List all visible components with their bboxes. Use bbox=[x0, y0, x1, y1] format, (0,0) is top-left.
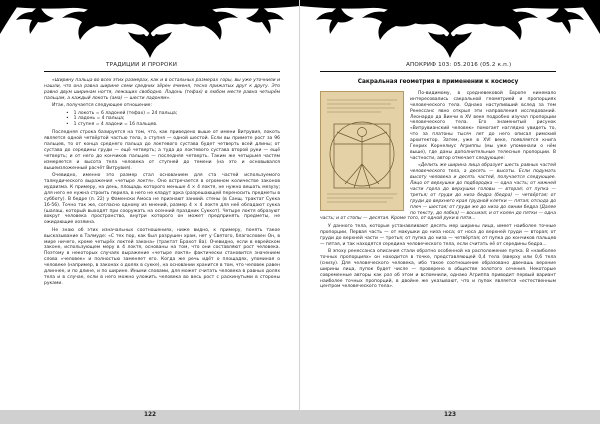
ornament-left-page-icon bbox=[0, 0, 300, 62]
list-item: • 1 локоть = 6 ладоней (тефах) = 24 пальца; bbox=[74, 111, 280, 117]
vitruvian-man-icon bbox=[321, 92, 403, 210]
section-title: Сакральная геометрия в применении к космосу bbox=[357, 79, 519, 85]
proportion-list bbox=[44, 111, 280, 129]
left-folio-bar bbox=[0, 410, 300, 424]
right-page bbox=[300, 0, 600, 424]
right-folio-bar bbox=[300, 410, 600, 424]
right-paragraph: У данного тела, которые устанавливают десять мер ширины лица, имеет наиболее точные пропорции. Первая часть — от макушки до низа носа; от носа до верхней груди — вторая; от груди до верхней части — третья; от пупка до низа — четвёртая; от пупка до кончиков пальцев — пятая, и так находятся середина человеческого тела, если считать её от середины бедра... bbox=[320, 223, 556, 247]
right-paragraph-quote: «Делить же ширина лица образует шесть равных частей человеческого тела, а десять — высоты. Если подумать высоту человека и десять частей, получается следующее. Лицо от верхушки до подбородка — одна часть; от нижней части горла до верхушки головы — вторая; от пупка — третья; от груди до низа бедра (бедра) — четвёртая; от груди до верхнего края грудной клетки — пятая; отсюда до плеч — шестая; от груди же до низа до линии бедра (Далее по тексту, до лобка) — восьмая; и от колен до пятки — одна часть; и от стопы — десятая. Кроме того, от одной руки в пяти... bbox=[320, 163, 556, 222]
left-header-rule bbox=[44, 71, 280, 72]
left-running-title: ТРАДИЦИИ И ПРОРОКИ bbox=[106, 62, 178, 68]
left-paragraph: Последняя строка базируется на том, что, как приведено выше от имени Витрувия, локоть является одной четвёртой частью тела, а ступня — одной шестой. Если вы примете рост за 96 пальцев, то от конца среднего пальца до локтевого сустава будет четверть всей длины; от сустава до середины груди — ещё четверть; а туда до локтевого сустава второй руки — ещё четверть; и от него до кончиков пальцев — последняя четверть. Таким же четырьмя частям измеряется и высота тела человека от ступней до темени (на это и основывался вышеизложенный расчёт Витрувия). bbox=[44, 130, 280, 171]
left-page-header bbox=[0, 62, 300, 74]
right-paragraph: В эпоху ренессанса описания стали обратно особенной на расположение пупка. В «наиболее точных пропорциях» он находится в точке, представляющей 0,4 тела (вверху или 0,6 тела (снизу). Для человеческого человека, ибо такое соотношение образовано двенашь верхние ширины лица, пупок будет числе — проверено в обществе золотого сечения. Некоторые современные авторы как раз об этом и вспомнили, однако Агриппа приводит первый вариант наиболее точных пропорций, в двойне же указывают, что и пупок является «естественным центром человеческого тела». bbox=[320, 248, 556, 290]
vitruvian-man-figure bbox=[320, 91, 404, 211]
left-paragraph-quote: «Ширину пальца во всех этих размерах, как и в остальных размерах Торы, вы уже уточнили и нашли, что она равна ширине семи средних зёрен ячменя, тесно прижатых друг к другу. Это равно двум ширинам ногтя, лежащих свободно. Ладонь (тефах) в любом месте равна четырём пальцам, а каждый локоть (ама) — шести ладоням». bbox=[44, 78, 280, 101]
right-page-header bbox=[300, 62, 600, 74]
right-page-number: 123 bbox=[443, 412, 457, 418]
list-item: • 1 ладонь = 4 пальца; bbox=[74, 116, 280, 122]
left-paragraph: Не знаю об этих изначальных соотношениях, ниже видно, к примеру, понять такое высказывание в Талмуде: «С тех пор, как был разрушен храм, нет у Святого, благословен Он, в мире ничего, кроме четырёх локтей закона» (трактат Брахот 8а). Очевидно, если в еврейском законе, использующем меру в 4 локтя, основаны на том, что они составляют рост человека. Поэтому в некоторых случаях выражение «четыре локтя» фактически становится значением слова «человек» и полностью заменяет его. Когда же речь идёт о площадях, упоминая о человеке (например, в законах о долях в сукке), на основании хранится в том, что человек равен длиннее, и по длине, и по ширине. Иными словами, для может считать человека в равных долях тела и в случае, если в него можно уложить человека во весь рост с раскинутыми в стороны руками. bbox=[44, 227, 280, 286]
left-page-number: 122 bbox=[143, 412, 157, 418]
right-page-body bbox=[320, 78, 556, 402]
right-header-rule bbox=[320, 71, 556, 72]
left-paragraph: Итак, получается следующее отношение: bbox=[52, 103, 152, 109]
right-paragraph: По-видимому, в средневековой Европе нинемало интересовались сакральной геометрией и пропорциях человеческого тела. Однако наступивший вслед за тем Ренессанс явно открыл эти направления исследований. Леонардо да Винчи в XV веке подробно изучал пропорции человеческого тела. Его знаменитый рисунок «Витрувианский человек» помогает наглядно увидеть то, что за платоны тысяч лет до него описал римский архитектор. Затем, уже в XVI веке, появляется книга Генрих Корнелиус Агриппы (мы уже упоминали о нём выше), где даны дополнительные телесные пропорции. В частности, автор отмечает следующее: bbox=[410, 90, 556, 161]
list-item: • 1 ступня = 4 ладони = 16 пальцев. bbox=[74, 122, 280, 128]
left-paragraph: Очевидно, именно это размер стал основанием для ста частей используемого талмудического выражения «четыре локтя». Оно встречается в огромном количестве законов иудаизма. К примеру, на день, площадь которого меньше 4 × 4 локтя, не нужно вешать мезузу; для него не нужна строить перила, в него не кладут арка (разрешающей переносить предметы в субботу). В бедре (п. 22) у Фаменски Амоса не признают заниий. стены (в Санщ. трактат Сукка 16-56). Точно так же, согласно одному из мнений, размер 4 × 4 локтя для неё обладают сукка (шалаш, который выходят при сооружать на осенний праздник Суккот). Четыре локтя образуют вокруг человека пространство, внутри которого он может предпринять предметы, не ожидающие хозяина. bbox=[44, 173, 280, 226]
ornament-right-page-icon bbox=[300, 0, 600, 62]
left-page-body bbox=[44, 78, 280, 402]
right-running-title: АПОКРИФ 103: 05.2016 (05.2 к.п.) bbox=[406, 62, 512, 68]
